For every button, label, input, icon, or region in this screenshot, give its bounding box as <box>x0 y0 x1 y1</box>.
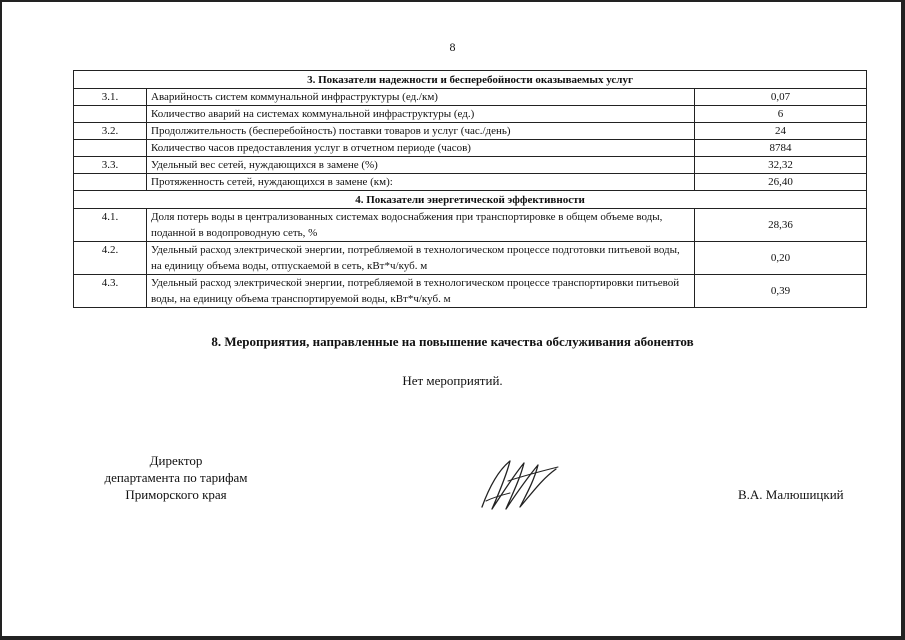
scan-border-left <box>0 0 2 640</box>
row-description: Удельный расход электрической энергии, потребляемой в технологическом процессе подготовки питьевой воды, на единицу объема воды, отпускаемой в сеть, кВт*ч/куб. м <box>147 242 695 275</box>
signer-name: В.А. Малюшицкий <box>738 487 844 502</box>
table-row <box>74 140 867 157</box>
table-row <box>74 106 867 123</box>
table-section-header <box>74 191 867 209</box>
row-number: 3.2. <box>74 123 147 140</box>
signer-title-line: департамента по тарифам <box>104 470 248 485</box>
row-description: Доля потерь воды в централизованных системах водоснабжения при транспортировке в общем объеме воды, поданной в водопроводную сеть, % <box>147 209 695 242</box>
section-8-text: Нет мероприятий. <box>402 373 503 388</box>
signer-title-line: Приморского края <box>125 487 227 502</box>
row-description: Протяженность сетей, нуждающихся в замене (км): <box>147 174 695 191</box>
row-number <box>74 140 147 157</box>
table-row <box>74 275 867 308</box>
scan-border-top <box>0 0 905 2</box>
scan-border-right <box>901 0 905 640</box>
row-value: 0,07 <box>695 89 867 106</box>
table-row <box>74 123 867 140</box>
section-8-heading: 8. Мероприятия, направленные на повышение качества обслуживания абонентов <box>211 334 694 349</box>
row-number: 4.1. <box>74 209 147 242</box>
handwritten-signature <box>480 455 560 515</box>
row-value: 6 <box>695 106 867 123</box>
indicators-table <box>73 70 867 308</box>
row-number: 4.2. <box>74 242 147 275</box>
signer-title-line: Директор <box>149 453 203 468</box>
table-row <box>74 242 867 275</box>
table-row <box>74 89 867 106</box>
row-value: 8784 <box>695 140 867 157</box>
row-value: 26,40 <box>695 174 867 191</box>
row-value: 28,36 <box>695 209 867 242</box>
row-number: 3.1. <box>74 89 147 106</box>
section-title-3: 3. Показатели надежности и бесперебойности оказываемых услуг <box>74 71 867 89</box>
signer-position <box>76 452 276 503</box>
row-description: Удельный вес сетей, нуждающихся в замене (%) <box>147 157 695 174</box>
scan-border-bottom <box>0 636 905 640</box>
row-value: 24 <box>695 123 867 140</box>
row-value: 32,32 <box>695 157 867 174</box>
section-title-4: 4. Показатели энергетической эффективности <box>74 191 867 209</box>
table-section-header <box>74 71 867 89</box>
row-number: 3.3. <box>74 157 147 174</box>
page-number: 8 <box>449 40 456 54</box>
row-number: 4.3. <box>74 275 147 308</box>
row-description: Аварийность систем коммунальной инфраструктуры (ед./км) <box>147 89 695 106</box>
row-value: 0,20 <box>695 242 867 275</box>
row-value: 0,39 <box>695 275 867 308</box>
row-number <box>74 106 147 123</box>
row-description: Количество часов предоставления услуг в отчетном периоде (часов) <box>147 140 695 157</box>
row-description: Удельный расход электрической энергии, потребляемой в технологическом процессе транспортировки питьевой воды, на единицу объема транспортируемой воды, кВт*ч/куб. м <box>147 275 695 308</box>
table-row <box>74 174 867 191</box>
row-description: Количество аварий на системах коммунальной инфраструктуры (ед.) <box>147 106 695 123</box>
row-number <box>74 174 147 191</box>
table-row <box>74 209 867 242</box>
table-row <box>74 157 867 174</box>
row-description: Продолжительность (бесперебойность) поставки товаров и услуг (час./день) <box>147 123 695 140</box>
